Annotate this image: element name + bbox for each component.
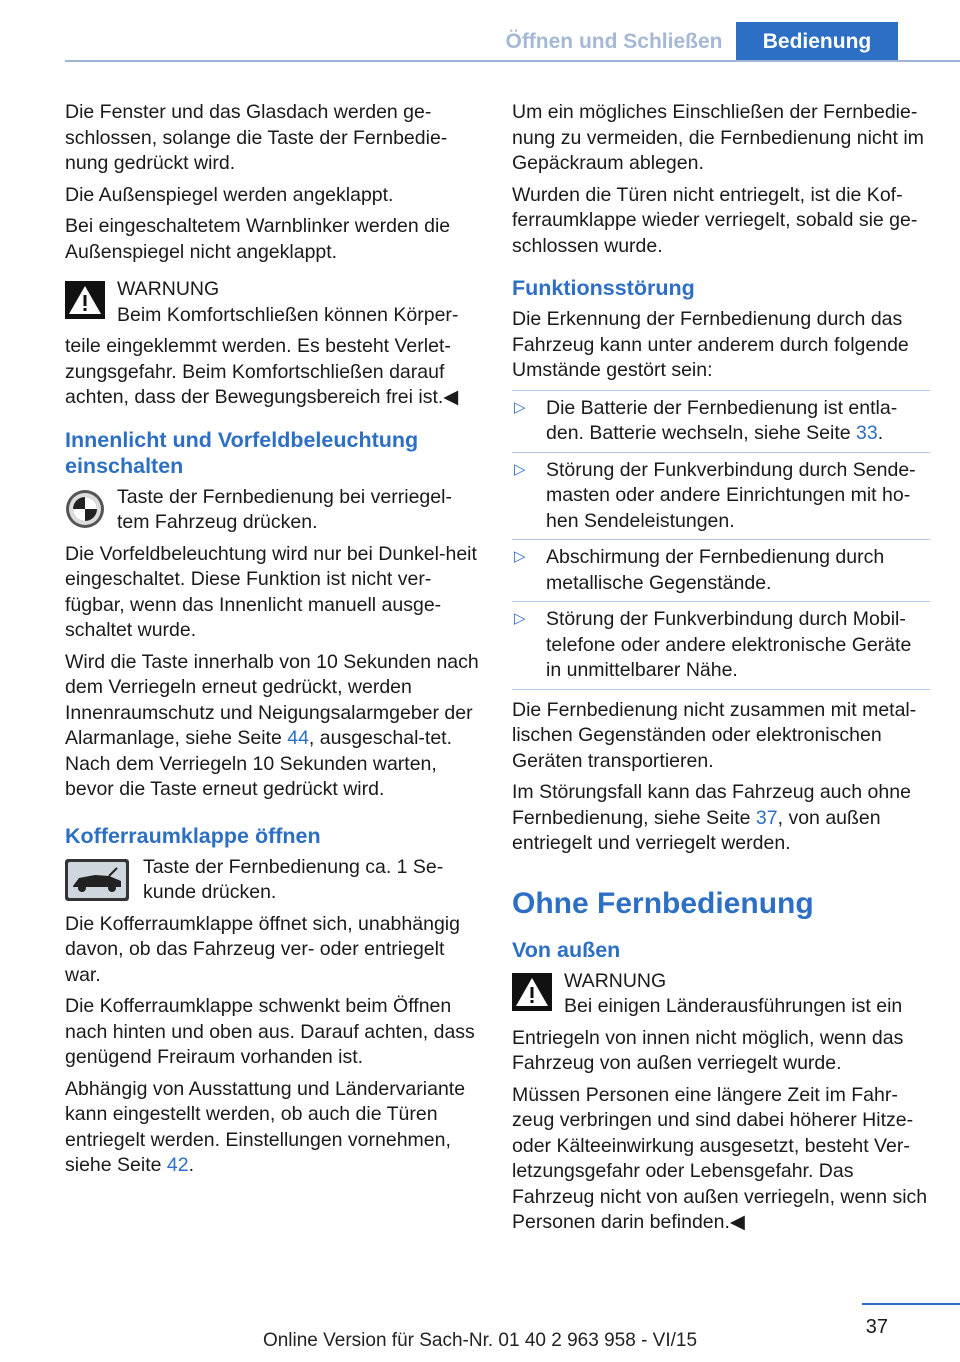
header-rule (65, 60, 960, 62)
right-column (512, 100, 930, 1242)
bmw-key-icon (65, 489, 105, 537)
list-item: ▷ Abschirmung der Fernbedienung durch metallische Gegenstände. (512, 539, 930, 601)
paragraph: Wurden die Türen nicht entriegelt, ist die Kof‐ferraumklappe wieder verriegelt, sobald sie ge‐schlossen wurde. (512, 183, 918, 257)
triangle-bullet-icon: ▷ (514, 398, 526, 416)
paragraph: Die Fernbedienung nicht zusammen mit metal‐lischen Gegenständen oder elektronischen Geräten transportieren. (512, 698, 917, 772)
warning-text: Bei einigen Länderausführungen ist ein (564, 995, 903, 1017)
heading-trunk: Kofferraumklappe öffnen (65, 823, 321, 848)
key-instruction-text: Taste der Fernbedienung bei verriegel‐tem Fahrzeug drücken. (117, 485, 452, 533)
paragraph: Die Erkennung der Fernbedienung durch das Fahrzeug kann unter anderem durch folgende Umstände gestört sein: (512, 308, 909, 381)
key-instruction (65, 485, 481, 536)
page-link[interactable]: 37 (755, 806, 778, 829)
trunk-key-icon (65, 859, 129, 909)
paragraph: Die Kofferraumklappe schwenkt beim Öffnen nach hinten und oben aus. Darauf achten, dass genügend Freiraum vorhanden ist. (65, 995, 475, 1068)
heading-malfunction: Funktionsstörung (512, 276, 695, 300)
page-link[interactable]: 44 (287, 727, 309, 749)
list-item: ▷ Störung der Funkverbindung durch Mobil‐telefone oder andere elektronische Geräte in unmittelbarer Nähe. (512, 601, 930, 690)
warning-block (65, 277, 481, 328)
page-link[interactable]: 42 (166, 1154, 189, 1176)
paragraph: Die Kofferraumklappe öffnet sich, unabhängig davon, ob das Fahrzeug ver- oder entriegelt war. (65, 912, 460, 986)
warning-text-continued: teile eingeklemmt werden. Es besteht Verlet‐zungsgefahr. Beim Komfortschließen darauf achten, dass der Bewegungsbereich frei ist.◀ (65, 335, 459, 408)
warning-icon (512, 973, 552, 1019)
paragraph: Abhängig von Ausstattung und Ländervariante kann eingestellt werden, ob auch die Türen entriegelt werden. Einstellungen vornehmen, siehe Seite 42. (65, 1077, 466, 1176)
paragraph: Um ein mögliches Einschließen der Fernbedie‐nung zu vermeiden, die Fernbedienung nicht im Gepäckraum ablegen. (512, 101, 924, 174)
warning-text-continued: Entriegeln von innen nicht möglich, wenn das Fahrzeug von außen verriegelt wurde. (512, 1026, 904, 1074)
heading-interior-light: Innenlicht und Vorfeldbeleuchtung einschalten (65, 427, 419, 478)
paragraph: Die Vorfeldbeleuchtung wird nur bei Dunkel‐heit eingeschaltet. Diese Funktion ist nicht ver‐fügbar, wenn das Innenlicht manuell ausge‐schaltet wurde. (65, 542, 477, 641)
paragraph: Wird die Taste innerhalb von 10 Sekunden nach dem Verriegeln erneut gedrückt, werden Innenraumschutz und Neigungsalarmgeber der Alarmanlage, siehe Seite 44, ausgeschal‐tet. Nach dem Verriegeln 10 Sekunden warten, bevor die Taste erneut gedrückt wird. (65, 650, 479, 800)
warning-title: WARNUNG (564, 969, 667, 992)
warning-icon (65, 281, 105, 327)
header-chapter-tab[interactable]: Bedienung (736, 22, 898, 62)
header-section-tab[interactable]: Öffnen und Schließen (505, 30, 723, 53)
left-column (65, 100, 481, 1185)
list-item: ▷ Störung der Funkverbindung durch Sende‐masten oder andere Einrichtungen mit ho‐hen Sendeleistungen. (512, 452, 930, 540)
key-instruction-text: Taste der Fernbedienung ca. 1 Se‐kunde drücken. (143, 855, 444, 903)
bullet-list (512, 390, 930, 690)
paragraph: Im Störungsfall kann das Fahrzeug auch ohne Fernbedienung, siehe Seite 37, von außen entriegelt und verriegelt werden. (512, 781, 911, 854)
key-instruction (65, 855, 481, 906)
warning-text: Beim Komfortschließen können Körper‐ (117, 303, 459, 326)
paragraph: Müssen Personen eine längere Zeit im Fahr‐zeug verbringen und sind dabei höherer Hitze- oder Kälteeinwirkung ausgesetzt, besteht Ver‐letzungsgefahr oder Lebensgefahr. Das Fahrzeug nicht von außen verriegeln, wenn sich Personen darin befinden.◀ (512, 1083, 928, 1233)
page-link[interactable]: 33 (856, 422, 878, 444)
footer-text: Online Version für Sach-Nr. 01 40 2 963 958 - VI/15 (262, 1330, 698, 1351)
paragraph: Die Fenster und das Glasdach werden ge‐schlossen, solange die Taste der Fernbedie‐nung gedrückt wird. (65, 101, 448, 174)
triangle-bullet-icon: ▷ (514, 610, 526, 627)
heading-without-remote: Ohne Fernbedienung (512, 886, 814, 920)
triangle-bullet-icon: ▷ (514, 460, 526, 478)
warning-block (512, 969, 930, 1020)
footer-rule (862, 1303, 960, 1305)
paragraph: Bei eingeschaltetem Warnblinker werden die Außenspiegel nicht angeklappt. (65, 215, 451, 263)
page-number: 37 (865, 1316, 888, 1338)
paragraph: Die Außenspiegel werden angeklappt. (65, 183, 394, 206)
warning-title: WARNUNG (117, 278, 220, 300)
list-item: ▷ Die Batterie der Fernbedienung ist entla‐den. Batterie wechseln, siehe Seite 33. (512, 390, 930, 452)
heading-from-outside: Von außen (512, 937, 621, 962)
triangle-bullet-icon: ▷ (514, 548, 526, 565)
